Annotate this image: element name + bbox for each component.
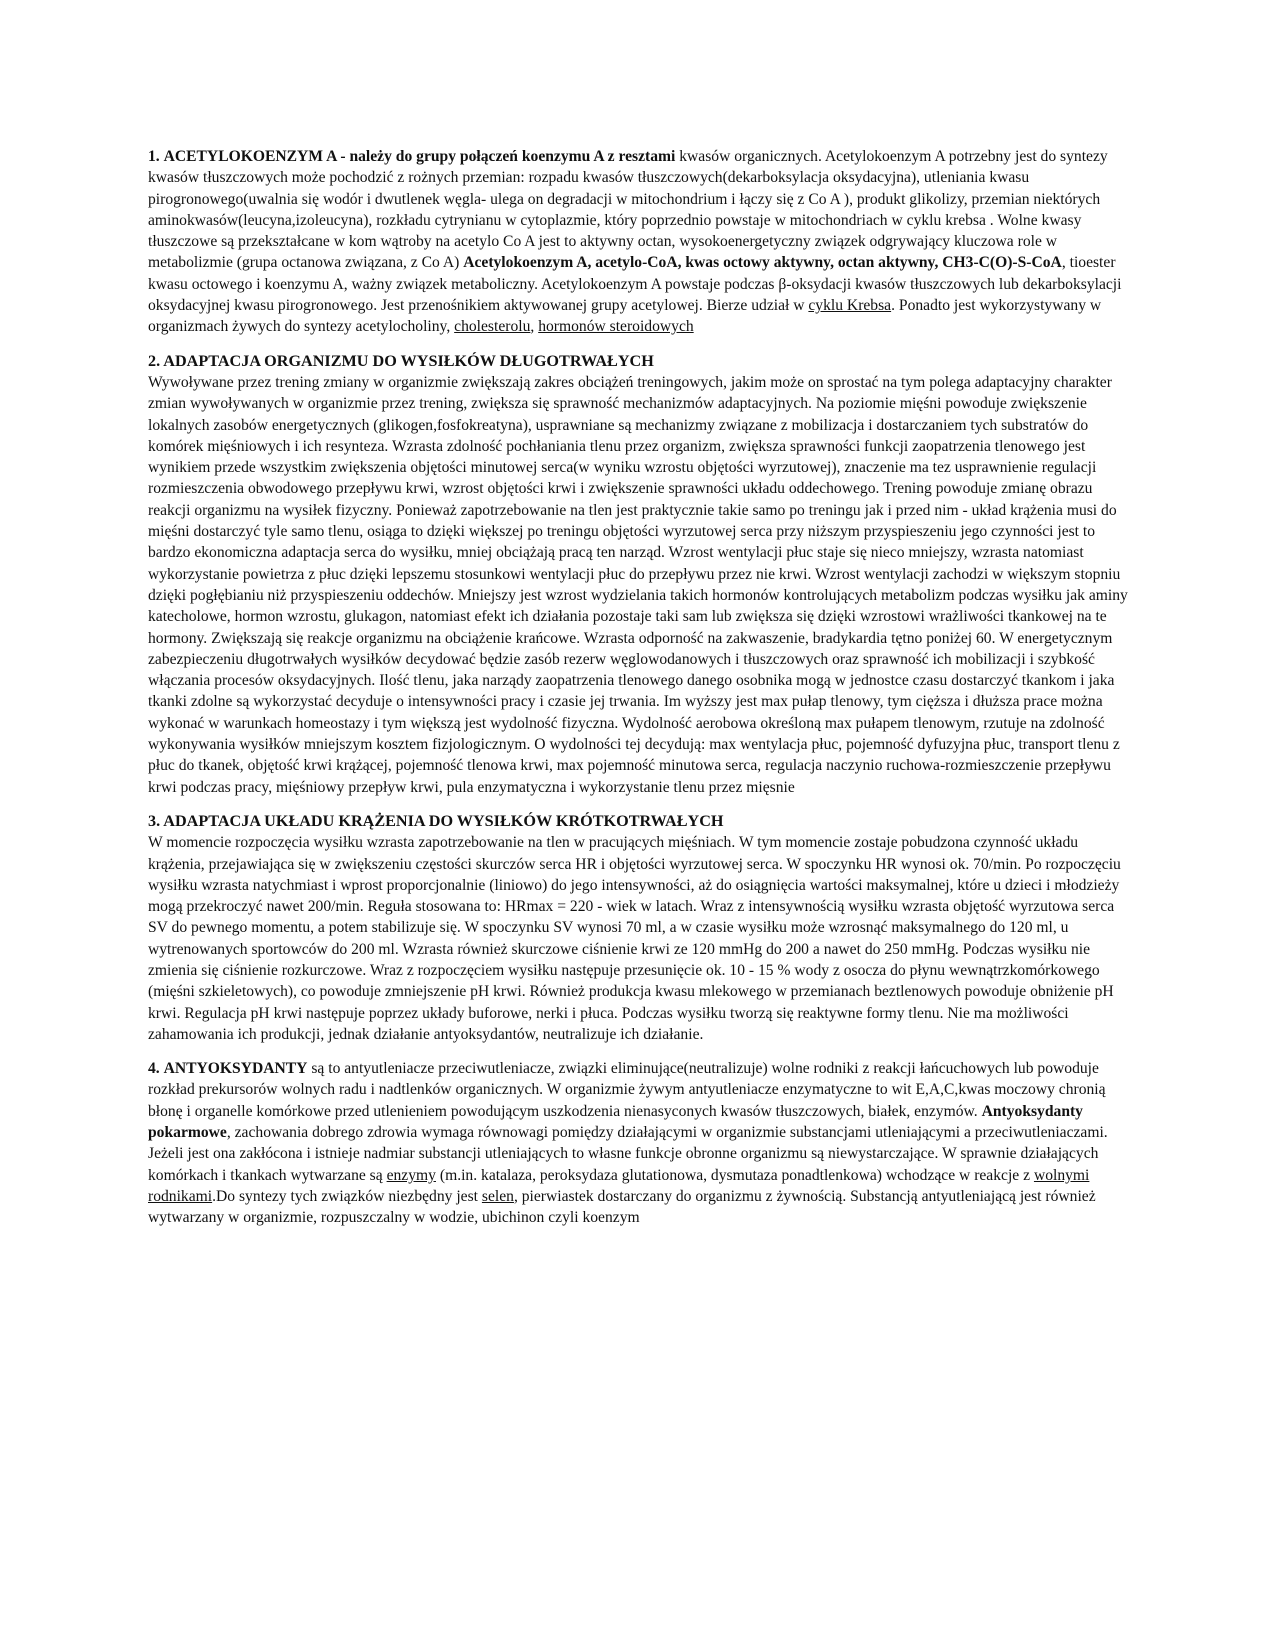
section-1-bold-intro: ACETYLOKOENZYM A - należy do grupy połączeń koenzymu A z resztami <box>163 148 676 165</box>
link-wolnymi-rodnikami[interactable]: wolnymi rodnikami <box>148 1166 1090 1205</box>
section-4-text-b: , zachowania dobrego zdrowia wymaga równowagi pomiędzy działającymi w organizmie substancjami utleniającymi a przeciwutleniaczami. Jeżeli jest ona zakłócona i istnieje nadmiar substancji utleniających to własne funkcje obronne organizmu są niewystarczające. W sprawnie działających komórkach i tkankach wytwarzane są <box>148 1124 1108 1184</box>
section-1-bold-names: Acetylokoenzym A, acetylo-CoA, kwas octowy aktywny, octan aktywny, CH3-C(O)-S-CoA <box>463 254 1062 272</box>
section-1-text-b: , tioester kwasu octowego i koenzymu A, ważny związek metaboliczny. Acetylokoenzym A powstaje podczas β-oksydacji kwasów tłuszczowych lub dekarboksylacji oksydacyjnej kwasu pirogronowego. Jest przenośnikiem aktywowanej grupy acetylowej. Bierze udział w <box>148 254 1122 315</box>
section-4-bold-mid: Antyoksydanty pokarmowe <box>148 1102 1083 1142</box>
link-enzymy[interactable]: enzymy <box>386 1166 436 1184</box>
section-antioxidants <box>148 1058 1133 1228</box>
link-cholesterolu[interactable]: cholesterolu <box>454 318 531 336</box>
section-4-text-d: .Do syntezy tych związków niezbędny jest <box>212 1187 478 1205</box>
section-2-body: Wywoływane przez trening zmiany w organizmie zwiększają zakres obciążeń treningowych, jakim może on sprostać na tym polega adaptacyjny charakter zmian wywoływanych w organizmie przez trening, zwiększa się sprawność mechanizmów adaptacyjnych. Na poziomie mięśni powoduje zwiększenie lokalnych zasobów energetycznych (glikogen,fosfokreatyna), usprawniane są mechanizmy związane z mobilizacja i dostarczaniem tych substratów do komórek mięśniowych i ich resynteza. Wzrasta zdolność pochłaniania tlenu przez organizm, zwiększa sprawności funkcji zaopatrzenia tlenowego jest wynikiem przede wszystkim zwiększenia objętości minutowej serca(w wyniku wzrostu objętości wyrzutowej), znaczenie ma tez usprawnienie regulacji rozmieszczenia obwodowego przepływu krwi, wzrost objętości krwi i zwiększenie sprawności układu oddechowego. Trening powoduje zmianę obrazu reakcji organizmu na wysiłek fizyczny. Ponieważ zapotrzebowanie na tlen jest praktycznie takie samo po treningu jak i przed nim - układ krążenia musi do mięśni dostarczyć tyle samo tlenu, osiąga to dzięki większej po treningu objętości wyrzutowej serca przy niższym przyspieszeniu jego czynności jest to bardzo ekonomiczna adaptacja serca do wysiłku, mniej obciążają pracą ten narząd. Wzrost wentylacji płuc staje się nieco mniejszy, wzrasta natomiast wykorzystanie powietrza z płuc dzięki lepszemu stosunkowi wentylacji płuc do przepływu przez nie krwi. Wzrost wentylacji zachodzi w większym stopniu dzięki pogłębianiu niż przyspieszeniu oddechów. Mniejszy jest wzrost wydzielania takich hormonów kontrolujących metabolizm podczas wysiłku jak aminy katecholowe, hormon wzrostu, glukagon, natomiast efekt ich działania pozostaje taki sam lub zwiększa się dzięki wzrostowi wrażliwości tkankowej na te hormony. Zwiększają się reakcje organizmu na obciążenie krańcowe. Wzrasta odporność na zakwaszenie, bradykardia tętno poniżej 60. W energetycznym zabezpieczeniu długotrwałych wysiłków decydować będzie zasób rezerw węglowodanowych i tłuszczowych oraz sprawność ich mobilizacji i szybkość włączania procesów oksydacyjnych. Ilość tlenu, jaka narządy zaopatrzenia tlenowego danego osobnika mogą w jednostce czasu dostarczyć tkankom i jaka tkanki zdolne są wykorzystać decyduje o intensywności pracy i czasie jej trwania. Im wyższy jest max pułap tlenowy, tym cięższa i dłuższa prace można wykonać w warunkach homeostazy i tym większą jest wydolność fizyczna. Wydolność aerobowa określoną max pułapem tlenowym, rzutuje na zdolność wykonywania wysiłków mniejszym kosztem fizjologicznym. O wydolności tej decydują: max wentylacja płuc, pojemność dyfuzyjna płuc, transport tlenu z płuc do tkanek, objętość krwi krążącej, pojemność tlenowa krwi, max pojemność minutowa serca, regulacja naczynio ruchowa-rozmieszczenie przepływu krwi podczas pracy, mięśniowy przepływ krwi, pula enzymatyczna i wykorzystanie tlenu przez mięsnie <box>148 373 1128 796</box>
section-adaptation-short <box>148 811 1133 1045</box>
section-1-number: 1. <box>148 148 160 165</box>
section-4-text-e: , pierwiastek dostarczany do organizmu z żywnością. Substancją antyutleniającą jest również wytwarzany w organizmie, rozpuszczalny w wodzie, ubichinon czyli koenzym <box>148 1187 1096 1227</box>
section-1-text-c: . Ponadto jest wykorzystywany w organizmach żywych do syntezy acetylocholiny, <box>148 297 1102 336</box>
section-4-bold-intro: ANTYOKSYDANTY <box>163 1060 308 1078</box>
section-adaptation-long <box>148 351 1133 798</box>
section-1-text-d: , <box>530 318 535 336</box>
section-4-text-c: (m.in. katalaza, peroksydaza glutationowa, dysmutaza ponadtlenkowa) wchodzące w reakcje z <box>439 1166 1031 1184</box>
section-4-number: 4. <box>148 1060 160 1078</box>
link-hormonow-steroidowych[interactable]: hormonów steroidowych <box>538 318 694 336</box>
section-4-paragraph <box>148 1058 1133 1228</box>
section-3-heading: 3. ADAPTACJA UKŁADU KRĄŻENIA DO WYSIŁKÓW KRÓTKOTRWAŁYCH <box>148 811 724 830</box>
section-3-body: W momencie rozpoczęcia wysiłku wzrasta zapotrzebowanie na tlen w pracujących mięśniach. W tym momencie zostaje pobudzona czynność układu krążenia, przejawiająca się w zwiększeniu częstości skurczów serca HR i objętości wyrzutowej serca. W spoczynku HR wynosi ok. 70/min. Po rozpoczęciu wysiłku wzrasta natychmiast i wprost proporcjonalnie (liniowo) do jego intensywności, aż do osiągnięcia wartości maksymalnej, które u dzieci i młodzieży mogą przekroczyć nawet 200/min. Reguła stosowana to: HRmax = 220 - wiek w latach. Wraz z intensywnością wysiłku wzrasta objętość wyrzutowa serca SV do pewnego momentu, a potem stabilizuje się. W spoczynku SV wynosi 70 ml, a w czasie wysiłku może wzrosnąć maksymalnego do 120 ml, u wytrenowanych sportowców do 200 ml. Wzrasta również skurczowe ciśnienie krwi ze 120 mmHg do 200 a nawet do 250 mmHg. Podczas wysiłku nie zmienia się ciśnienie rozkurczowe. Wraz z rozpoczęciem wysiłku następuje przesunięcie ok. 10 - 15 % wody z osocza do płynu wewnątrzkomórkowego (mięśni szkieletowych), co powoduje zmniejszenie pH krwi. Również produkcja kwasu mlekowego w przemianach beztlenowych powoduje obniżenie pH krwi. Regulacja pH krwi następuje poprzez układy buforowe, nerki i płuca. Podczas wysiłku tworzą się reaktywne formy tlenu. Nie ma możliwości zahamowania ich produkcji, jednak działanie antyoksydantów, neutralizuje ich działanie. <box>148 834 1121 1043</box>
section-acetyl-coa <box>148 146 1133 338</box>
section-4-text-a: są to antyutleniacze przeciwutleniacze, związki eliminujące(neutralizuje) wolne rodniki z reakcji łańcuchowych lub powoduje rozkład prekursorów wolnych radu i nadtlenków organicznych. W organizmie żywym antyutleniacze enzymatyczne to wit E,A,C,kwas moczowy chronią błonę i organelle komórkowe przed utlenieniem powodującym uszkodzenia nienasyconych kwasów tłuszczowych, białek, enzymów. <box>148 1060 1106 1120</box>
document-page <box>148 146 1133 1242</box>
link-selen[interactable]: selen <box>481 1187 514 1205</box>
link-cyklu-krebsa[interactable]: cyklu Krebsa <box>808 297 892 315</box>
section-2-heading: 2. ADAPTACJA ORGANIZMU DO WYSIŁKÓW DŁUGOTRWAŁYCH <box>148 351 654 370</box>
section-1-paragraph <box>148 146 1133 338</box>
section-1-text-a: kwasów organicznych. Acetylokoenzym A potrzebny jest do syntezy kwasów tłuszczowych może pochodzić z rożnych przemian: rozpadu kwasów tłuszczowych(dekarboksylacja oksydacyjna), utleniania kwasu pirogronowego(uwalnia się wodór i dwutlenek węgla- ulega on degradacji w mitochondrium i łączy się z Co A ), produkt glikolizy, przemian niektórych aminokwasów(leucyna,izoleucyna), rozkładu cytrynianu w cytoplazmie, który poprzednio powstaje w mitochondriach w cyklu krebsa . Wolne kwasy tłuszczowe są przekształcane w kom wątroby na acetylo Co A jest to aktywny octan, wysokoenergetyczny związek odgrywający kluczowa role w metabolizmie (grupa octanowa związana, z Co A) <box>148 148 1108 272</box>
